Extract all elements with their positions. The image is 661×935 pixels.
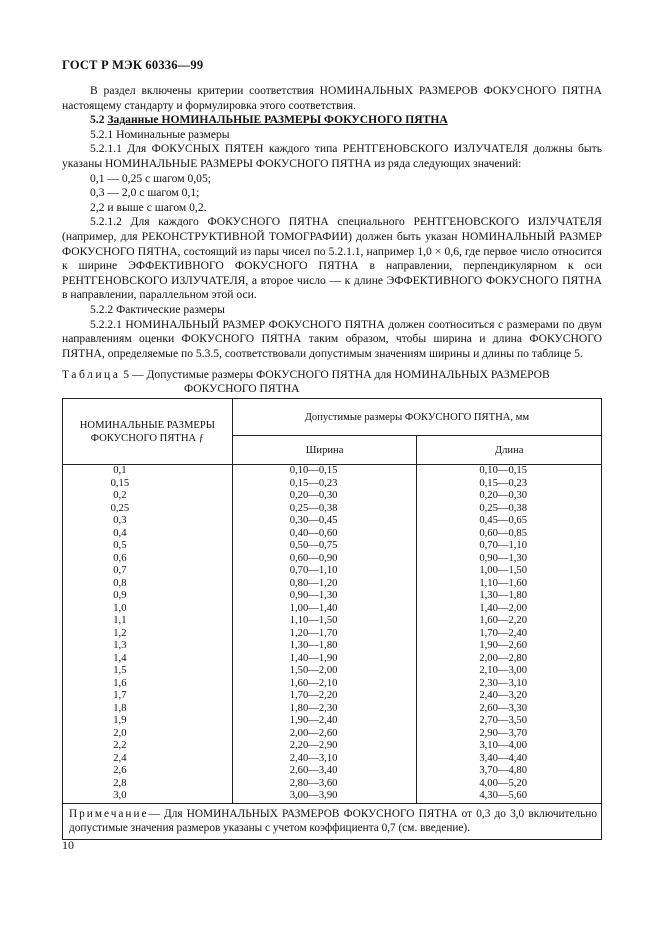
section-number: 5.2 — [90, 113, 105, 127]
note-label: Примечание — [69, 807, 149, 820]
table-cell: 1,3 — [113, 640, 127, 651]
table-cell: 0,70—1,10 — [479, 540, 528, 551]
body-text — [62, 84, 602, 361]
table-cell: 1,0 — [113, 602, 127, 614]
table-cell: 1,9 — [113, 715, 127, 726]
table-cell: 1,20—1,70 — [289, 627, 338, 639]
table-cell: 1,30—1,80 — [479, 590, 528, 601]
table-cell: 1,5 — [113, 665, 127, 676]
table-cell: 2,10—3,00 — [479, 665, 528, 676]
table-cell: 0,15—0,23 — [479, 477, 528, 489]
caption-line-2: ФОКУСНОГО ПЯТНА — [184, 381, 300, 395]
table-cell: 0,90—1,30 — [289, 590, 338, 601]
table-cell: 1,90—2,60 — [479, 640, 528, 651]
table-cell: 0,8 — [113, 577, 127, 589]
table-cell: 1,40—2,00 — [479, 602, 528, 614]
table-cell: 0,3 — [113, 515, 127, 526]
section-heading-5-2 — [62, 113, 602, 128]
table-cell: 0,1 — [113, 465, 127, 476]
table-cell: 0,15 — [110, 477, 130, 489]
table-cell: 1,70—2,40 — [479, 627, 528, 639]
table-cell: 3,00—3,90 — [289, 790, 338, 801]
subsection-5-2-1: 5.2.1 Номинальные размеры — [90, 127, 230, 141]
table-cell: 1,70—2,20 — [289, 690, 338, 701]
table-cell: 0,9 — [113, 590, 127, 601]
table-cell: 2,20—2,90 — [289, 740, 338, 751]
note-text: — Для НОМИНАЛЬНЫХ РАЗМЕРОВ ФОКУСНОГО ПЯТНА от 0,3 до 3,0 включительно допустимые значения размеров указаны с учетом коэффициента 0,7 (см. введение). — [69, 807, 597, 834]
col-header-width: Ширина — [232, 436, 417, 465]
table-cell: 4,30—5,60 — [479, 790, 528, 801]
table-note — [63, 803, 602, 839]
table-cell: 2,4 — [113, 752, 127, 764]
table-cell: 1,2 — [113, 627, 127, 639]
col-group-header: Допустимые размеры ФОКУСНОГО ПЯТНА, мм — [232, 399, 601, 436]
clause-5-2-1-2: 5.2.1.2 Для каждого ФОКУСНОГО ПЯТНА специального РЕНТГЕНОВСКОГО ИЗЛУЧАТЕЛЯ (например, для РЕКОНСТРУКТИВНОЙ ТОМОГРАФИИ) должен быть указан НОМИНАЛЬНЫЙ РАЗМЕР ФОКУСНОГО ПЯТНА, состоящий из пары чисел по 5.2.1.1, например 1,0 × 0,6, где первое число относится к ширине ЭФФЕКТИВНОГО ФОКУСНОГО ПЯТНА в направлении, перпендикулярном к оси РЕНТГЕНОВСКОГО ИЗЛУЧАТЕЛЯ, а второе число — к длине ЭФФЕКТИВНОГО ФОКУСНОГО ПЯТНА в направлении, параллельном этой оси. — [62, 215, 602, 302]
table-cell: 1,00—1,50 — [479, 565, 528, 576]
table-cell: 2,60—3,30 — [479, 702, 528, 714]
table-cell: 0,90—1,30 — [479, 552, 528, 564]
value-range-3: 2,2 и выше с шагом 0,2. — [90, 200, 207, 214]
table-cell: 2,00—2,80 — [479, 652, 528, 664]
table-cell: 1,30—1,80 — [289, 640, 338, 651]
table-cell: 0,15—0,23 — [289, 477, 338, 489]
table-cell: 2,40—3,20 — [479, 690, 528, 701]
document-header: ГОСТ Р МЭК 60336—99 — [62, 58, 204, 72]
table-cell: 3,70—4,80 — [479, 765, 528, 776]
table-cell: 0,7 — [113, 565, 127, 576]
table-cell: 1,10—1,60 — [479, 577, 528, 589]
table-cell: 1,8 — [113, 702, 127, 714]
table-cell: 0,30—0,45 — [289, 515, 338, 526]
width-column — [232, 465, 417, 804]
clause-5-2-1-1: 5.2.1.1 Для ФОКУСНЫХ ПЯТЕН каждого типа РЕНТГЕНОВСКОГО ИЗЛУЧАТЕЛЯ должны быть указаны НОМИНАЛЬНЫЕ РАЗМЕРЫ ФОКУСНОГО ПЯТНА из ряда следующих значений: — [62, 142, 602, 170]
table-cell: 0,5 — [113, 540, 127, 551]
caption-label: Таблица — [62, 368, 121, 381]
table-cell: 0,6 — [113, 552, 127, 564]
table-cell: 0,20—0,30 — [289, 490, 338, 501]
clause-5-2-2-1: 5.2.2.1 НОМИНАЛЬНЫЙ РАЗМЕР ФОКУСНОГО ПЯТНА должен соотноситься с размерами по двум направлениям оценки ФОКУСНОГО ПЯТНА таким образом, чтобы ширина и длина ФОКУСНОГО ПЯТНА, определяемые по 5.3.5, соответствовали допустимым значениям ширины и длины по таблице 5. — [62, 317, 602, 360]
table-cell: 0,50—0,75 — [289, 540, 338, 551]
table-cell: 1,7 — [113, 690, 127, 701]
table-cell: 3,0 — [113, 790, 127, 801]
table-caption — [62, 368, 602, 395]
table-cell: 1,80—2,30 — [289, 702, 338, 714]
intro-paragraph: В раздел включены критерии соответствия НОМИНАЛЬНЫХ РАЗМЕРОВ ФОКУСНОГО ПЯТНА настоящему стандарту и формулировка этого соответствия. — [62, 84, 602, 112]
table-cell: 2,40—3,10 — [289, 752, 338, 764]
table-cell: 4,00—5,20 — [479, 777, 528, 789]
table-cell: 2,6 — [113, 765, 127, 776]
table-data-row — [63, 465, 602, 804]
table-cell: 2,00—2,60 — [289, 727, 338, 739]
table-cell: 2,60—3,40 — [289, 765, 338, 776]
table-cell: 0,25—0,38 — [289, 502, 338, 514]
table-cell: 1,1 — [113, 615, 127, 626]
table-cell: 1,60—2,10 — [289, 677, 338, 689]
table-cell: 2,0 — [113, 727, 127, 739]
caption-line-1 — [62, 368, 602, 382]
table-cell: 2,8 — [113, 777, 127, 789]
table-cell: 0,4 — [113, 527, 127, 539]
table-cell: 0,10—0,15 — [289, 465, 338, 476]
table-cell: 3,40—4,40 — [479, 752, 528, 764]
table-cell: 0,70—1,10 — [289, 565, 338, 576]
table-cell: 0,2 — [113, 490, 127, 501]
caption-text: 5 — Допустимые размеры ФОКУСНОГО ПЯТНА для НОМИНАЛЬНЫХ РАЗМЕРОВ — [123, 368, 550, 381]
table-cell: 1,40—1,90 — [289, 652, 338, 664]
table-cell: 1,90—2,40 — [289, 715, 338, 726]
table-cell: 0,25—0,38 — [479, 502, 528, 514]
table-cell: 2,2 — [113, 740, 127, 751]
section-title: Заданные НОМИНАЛЬНЫЕ РАЗМЕРЫ ФОКУСНОГО ПЯТНА — [107, 113, 448, 127]
nominal-column — [63, 465, 233, 804]
table-5 — [62, 398, 602, 840]
table-cell: 0,40—0,60 — [289, 527, 338, 539]
table-cell: 3,10—4,00 — [479, 740, 528, 751]
table-cell: 2,30—3,10 — [479, 677, 528, 689]
table-cell: 1,00—1,40 — [289, 602, 338, 614]
table-cell: 0,25 — [110, 502, 130, 514]
table-cell: 0,60—0,90 — [289, 552, 338, 564]
table-cell: 0,80—1,20 — [289, 577, 338, 589]
table-cell: 0,60—0,85 — [479, 527, 528, 539]
subsection-5-2-2: 5.2.2 Фактические размеры — [90, 302, 225, 316]
table-cell: 1,4 — [113, 652, 127, 664]
table-cell: 1,60—2,20 — [479, 615, 528, 626]
table-cell: 1,50—2,00 — [289, 665, 338, 676]
value-range-2: 0,3 — 2,0 с шагом 0,1; — [90, 186, 200, 200]
length-column — [417, 465, 602, 804]
table-cell: 0,10—0,15 — [479, 465, 528, 476]
table-cell: 0,45—0,65 — [479, 515, 528, 526]
table-cell: 0,20—0,30 — [479, 490, 528, 501]
table-cell: 2,70—3,50 — [479, 715, 528, 726]
col-header-length: Длина — [417, 436, 602, 465]
table-cell: 1,6 — [113, 677, 127, 689]
page-number: 10 — [62, 838, 74, 852]
table-cell: 1,10—1,50 — [289, 615, 338, 626]
table-cell: 2,90—3,70 — [479, 727, 528, 739]
table-cell: 2,80—3,60 — [289, 777, 338, 789]
value-range-1: 0,1 — 0,25 с шагом 0,05; — [90, 171, 211, 185]
col-header-nominal: НОМИНАЛЬНЫЕ РАЗМЕРЫ ФОКУСНОГО ПЯТНА ƒ — [63, 399, 233, 465]
